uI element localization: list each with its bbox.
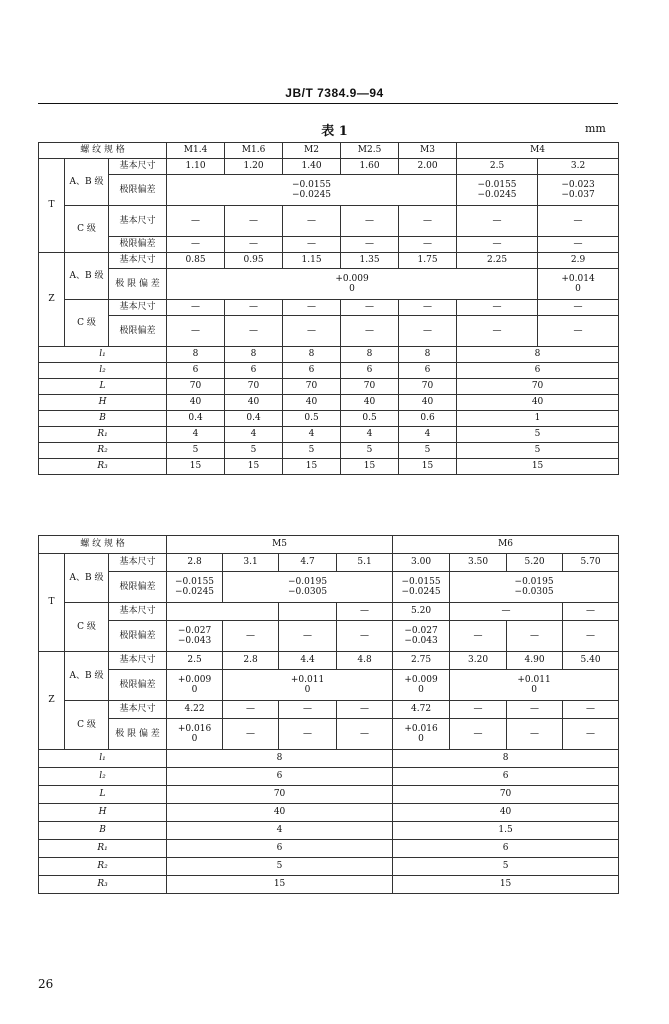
limit-upper: −0.0195	[288, 576, 328, 587]
value-cell: —	[399, 206, 457, 237]
dimension-table-2	[38, 535, 619, 894]
limit-upper: −0.0155	[401, 576, 441, 587]
value-cell: —	[538, 206, 619, 237]
value-cell: —	[538, 300, 619, 316]
value-cell: 5.1	[337, 554, 393, 572]
H-label: H	[39, 804, 167, 822]
value-cell: —	[341, 316, 399, 347]
value-cell: 0.4	[167, 411, 225, 427]
value-cell: 3.2	[538, 159, 619, 175]
spec-row	[39, 143, 619, 159]
B-row	[39, 411, 619, 427]
value-cell: —	[341, 206, 399, 237]
value-cell: 4	[167, 427, 225, 443]
value-cell: 0.85	[167, 253, 225, 269]
c-grade-label: C 级	[65, 603, 109, 652]
value-cell: 4	[399, 427, 457, 443]
value-cell: 40	[225, 395, 283, 411]
limit-upper: −0.027	[177, 625, 212, 636]
spec-cell: M5	[167, 536, 393, 554]
limit-upper: −0.023	[561, 179, 595, 190]
L-label: L	[39, 379, 167, 395]
R1-row	[39, 840, 619, 858]
value-cell: —	[225, 206, 283, 237]
value-cell: 5	[393, 858, 619, 876]
value-cell: —	[457, 300, 538, 316]
value-cell: 4.22	[167, 701, 223, 719]
R2-row	[39, 858, 619, 876]
limit-dev-label: 极限偏差	[109, 175, 167, 206]
limit-lower: −0.0245	[292, 190, 332, 200]
value-cell: —	[341, 300, 399, 316]
limit-lower: 0	[191, 734, 198, 744]
value-cell: 6	[167, 768, 393, 786]
limit-lower: −0.0305	[514, 587, 554, 597]
limit-value-cell	[167, 719, 223, 750]
value-cell: 40	[341, 395, 399, 411]
value-cell: —	[167, 316, 225, 347]
value-cell: 5	[225, 443, 283, 459]
value-cell: 4.8	[337, 652, 393, 670]
t-label: T	[39, 159, 65, 253]
z-ab-basic-row	[39, 652, 619, 670]
value-cell: —	[538, 237, 619, 253]
z-ab-basic-row	[39, 253, 619, 269]
value-cell: 5	[457, 427, 619, 443]
L-label: L	[39, 786, 167, 804]
value-cell: 8	[393, 750, 619, 768]
z-label: Z	[39, 253, 65, 347]
limit-lower: 0	[418, 734, 424, 744]
R2-row	[39, 443, 619, 459]
value-cell: 5.20	[507, 554, 563, 572]
value-cell	[279, 603, 337, 621]
value-cell: —	[283, 300, 341, 316]
limit-dev-label: 极限偏差	[109, 316, 167, 347]
value-cell: 4.72	[393, 701, 450, 719]
value-cell: 2.8	[223, 652, 279, 670]
value-cell: —	[563, 603, 619, 621]
value-cell: 70	[283, 379, 341, 395]
limit-lower: −0.0245	[401, 587, 441, 597]
t-c-basic-row	[39, 603, 619, 621]
t-c-basic-row	[39, 206, 619, 237]
value-cell: —	[457, 206, 538, 237]
value-cell: —	[337, 719, 393, 750]
value-cell: —	[337, 621, 393, 652]
R1-label: R₁	[39, 840, 167, 858]
value-cell: —	[337, 603, 393, 621]
limit-dev-label: 极 限 偏 差	[109, 719, 167, 750]
value-cell: 5.70	[563, 554, 619, 572]
R2-label: R₂	[39, 443, 167, 459]
value-cell: —	[399, 316, 457, 347]
limit-value-cell	[538, 175, 619, 206]
limit-value-cell	[393, 670, 450, 701]
limit-dev-label: 极限偏差	[109, 237, 167, 253]
limit-value-cell	[538, 269, 619, 300]
L-row	[39, 786, 619, 804]
l2-row	[39, 363, 619, 379]
value-cell: —	[457, 316, 538, 347]
H-row	[39, 395, 619, 411]
value-cell: 2.9	[538, 253, 619, 269]
value-cell: —	[283, 316, 341, 347]
page-number: 26	[38, 977, 54, 991]
limit-dev-label: 极 限 偏 差	[109, 269, 167, 300]
value-cell: 2.8	[167, 554, 223, 572]
spec-cell: M1.4	[167, 143, 225, 159]
c-grade-label: C 级	[65, 300, 109, 347]
value-cell: 0.5	[341, 411, 399, 427]
value-cell: 4.4	[279, 652, 337, 670]
limit-upper: +0.016	[177, 723, 212, 734]
value-cell: 8	[167, 347, 225, 363]
thread-spec-label: 螺 纹 规 格	[39, 536, 167, 554]
value-cell: 40	[399, 395, 457, 411]
spec-cell: M4	[457, 143, 619, 159]
value-cell: —	[507, 621, 563, 652]
value-cell: 15	[393, 876, 619, 894]
limit-upper: −0.027	[404, 625, 438, 636]
value-cell: 1	[457, 411, 619, 427]
R3-label: R₃	[39, 876, 167, 894]
l1-label: l₁	[39, 347, 167, 363]
t-ab-limit-row	[39, 572, 619, 603]
t-c-limit-row	[39, 621, 619, 652]
value-cell: 4.7	[279, 554, 337, 572]
limit-lower: 0	[304, 685, 311, 695]
l2-label: l₂	[39, 768, 167, 786]
value-cell: 4.90	[507, 652, 563, 670]
value-cell	[167, 603, 279, 621]
value-cell: 2.5	[167, 652, 223, 670]
value-cell: 70	[399, 379, 457, 395]
limit-upper: −0.0195	[514, 576, 554, 587]
value-cell: 6	[399, 363, 457, 379]
value-cell: —	[283, 237, 341, 253]
value-cell: 8	[399, 347, 457, 363]
value-cell: 1.60	[341, 159, 399, 175]
z-c-limit-row	[39, 719, 619, 750]
value-cell: —	[450, 719, 507, 750]
value-cell: 6	[393, 768, 619, 786]
value-cell: 15	[341, 459, 399, 475]
value-cell: 4	[283, 427, 341, 443]
limit-upper: −0.0155	[477, 179, 517, 190]
value-cell: 0.4	[225, 411, 283, 427]
limit-value-cell	[167, 670, 223, 701]
l1-label: l₁	[39, 750, 167, 768]
value-cell: —	[337, 701, 393, 719]
value-cell: —	[538, 316, 619, 347]
limit-lower: 0	[575, 284, 581, 294]
H-label: H	[39, 395, 167, 411]
spec-cell: M1.6	[225, 143, 283, 159]
value-cell: 6	[167, 840, 393, 858]
c-grade-label: C 级	[65, 206, 109, 253]
R1-row	[39, 427, 619, 443]
value-cell: 6	[457, 363, 619, 379]
limit-lower: −0.037	[561, 190, 595, 200]
ab-grade-label: A、B 级	[65, 159, 109, 206]
limit-lower: −0.043	[404, 636, 438, 646]
t-c-limit-row	[39, 237, 619, 253]
L-row	[39, 379, 619, 395]
ab-grade-label: A、B 级	[65, 652, 109, 701]
value-cell: 15	[167, 459, 225, 475]
value-cell: —	[167, 300, 225, 316]
limit-upper: +0.011	[290, 674, 325, 685]
z-label: Z	[39, 652, 65, 750]
B-label: B	[39, 411, 167, 427]
B-label: B	[39, 822, 167, 840]
value-cell: —	[225, 316, 283, 347]
limit-upper: +0.009	[335, 273, 369, 284]
spec-cell: M3	[399, 143, 457, 159]
value-cell: —	[507, 719, 563, 750]
value-cell: —	[507, 701, 563, 719]
value-cell: 8	[341, 347, 399, 363]
R3-label: R₃	[39, 459, 167, 475]
value-cell: 15	[283, 459, 341, 475]
t-ab-basic-row	[39, 159, 619, 175]
R3-row	[39, 459, 619, 475]
value-cell: 8	[167, 750, 393, 768]
basic-size-label: 基本尺寸	[109, 701, 167, 719]
value-cell: 1.20	[225, 159, 283, 175]
limit-lower: −0.043	[177, 636, 212, 646]
limit-value-cell	[167, 175, 457, 206]
spec-row	[39, 536, 619, 554]
limit-value-cell	[223, 670, 393, 701]
limit-value-cell	[393, 621, 450, 652]
z-c-basic-row	[39, 300, 619, 316]
basic-size-label: 基本尺寸	[109, 300, 167, 316]
value-cell: —	[563, 719, 619, 750]
limit-upper: +0.011	[517, 674, 551, 685]
R1-label: R₁	[39, 427, 167, 443]
limit-dev-label: 极限偏差	[109, 621, 167, 652]
value-cell: 2.00	[399, 159, 457, 175]
t-label: T	[39, 554, 65, 652]
value-cell: 3.50	[450, 554, 507, 572]
value-cell: —	[341, 237, 399, 253]
value-cell: 70	[167, 379, 225, 395]
value-cell: —	[563, 621, 619, 652]
value-cell: 40	[167, 395, 225, 411]
value-cell: 40	[167, 804, 393, 822]
value-cell: 2.75	[393, 652, 450, 670]
value-cell: 5	[167, 858, 393, 876]
value-cell: 8	[225, 347, 283, 363]
value-cell: —	[225, 237, 283, 253]
value-cell: 1.5	[393, 822, 619, 840]
value-cell: 0.5	[283, 411, 341, 427]
limit-value-cell	[167, 572, 223, 603]
value-cell: 5	[341, 443, 399, 459]
value-cell: 3.1	[223, 554, 279, 572]
value-cell: 1.35	[341, 253, 399, 269]
value-cell: 70	[393, 786, 619, 804]
value-cell: 70	[341, 379, 399, 395]
standard-number-header: JB/T 7384.9—94	[285, 86, 384, 100]
value-cell: —	[225, 300, 283, 316]
value-cell: 40	[283, 395, 341, 411]
limit-lower: 0	[418, 685, 424, 695]
l1-row	[39, 750, 619, 768]
z-ab-limit-row	[39, 670, 619, 701]
value-cell: 1.15	[283, 253, 341, 269]
value-cell: 5	[283, 443, 341, 459]
limit-upper: +0.009	[404, 674, 438, 685]
limit-value-cell	[223, 572, 393, 603]
limit-value-cell	[167, 269, 538, 300]
B-row	[39, 822, 619, 840]
value-cell: 70	[167, 786, 393, 804]
limit-upper: +0.014	[561, 273, 595, 284]
limit-dev-label: 极限偏差	[109, 572, 167, 603]
value-cell: 4	[167, 822, 393, 840]
limit-value-cell	[450, 670, 619, 701]
value-cell: —	[223, 701, 279, 719]
value-cell: 2.25	[457, 253, 538, 269]
value-cell: 6	[283, 363, 341, 379]
value-cell: 6	[225, 363, 283, 379]
value-cell: 15	[167, 876, 393, 894]
t-ab-limit-row	[39, 175, 619, 206]
value-cell: 1.75	[399, 253, 457, 269]
spec-cell: M2.5	[341, 143, 399, 159]
value-cell: 5	[399, 443, 457, 459]
value-cell: 70	[225, 379, 283, 395]
limit-lower: 0	[349, 284, 355, 294]
value-cell: 40	[393, 804, 619, 822]
z-c-basic-row	[39, 701, 619, 719]
table-caption: 表 1	[321, 124, 348, 139]
ab-grade-label: A、B 级	[65, 253, 109, 300]
limit-lower: −0.0305	[288, 587, 328, 597]
value-cell: —	[450, 701, 507, 719]
basic-size-label: 基本尺寸	[109, 554, 167, 572]
value-cell: 8	[457, 347, 619, 363]
limit-upper: +0.009	[177, 674, 212, 685]
value-cell: 6	[393, 840, 619, 858]
value-cell: 0.95	[225, 253, 283, 269]
value-cell: —	[563, 701, 619, 719]
dimension-table-1	[38, 142, 619, 475]
R2-label: R₂	[39, 858, 167, 876]
value-cell: 4	[225, 427, 283, 443]
basic-size-label: 基本尺寸	[109, 253, 167, 269]
limit-lower: 0	[191, 685, 198, 695]
limit-value-cell	[457, 175, 538, 206]
limit-lower: −0.0245	[175, 587, 215, 597]
value-cell: —	[223, 719, 279, 750]
value-cell: 5.20	[393, 603, 450, 621]
value-cell: 6	[341, 363, 399, 379]
limit-value-cell	[167, 621, 223, 652]
spec-cell: M6	[393, 536, 619, 554]
value-cell: 4	[341, 427, 399, 443]
value-cell: —	[279, 621, 337, 652]
value-cell: 6	[167, 363, 225, 379]
basic-size-label: 基本尺寸	[109, 603, 167, 621]
value-cell: —	[283, 206, 341, 237]
value-cell: 5.40	[563, 652, 619, 670]
basic-size-label: 基本尺寸	[109, 159, 167, 175]
value-cell: —	[279, 719, 337, 750]
c-grade-label: C 级	[65, 701, 109, 750]
value-cell: 15	[399, 459, 457, 475]
H-row	[39, 804, 619, 822]
limit-lower: −0.0245	[477, 190, 517, 200]
header-rule	[38, 103, 618, 104]
limit-upper: +0.016	[404, 723, 438, 734]
limit-upper: −0.0155	[292, 179, 332, 190]
l1-row	[39, 347, 619, 363]
value-cell: 0.6	[399, 411, 457, 427]
ab-grade-label: A、B 级	[65, 554, 109, 603]
value-cell: 1.40	[283, 159, 341, 175]
t-ab-basic-row	[39, 554, 619, 572]
z-ab-limit-row	[39, 269, 619, 300]
value-cell: —	[167, 237, 225, 253]
limit-upper: −0.0155	[175, 576, 215, 587]
value-cell: 15	[225, 459, 283, 475]
basic-size-label: 基本尺寸	[109, 206, 167, 237]
basic-size-label: 基本尺寸	[109, 652, 167, 670]
value-cell: —	[167, 206, 225, 237]
limit-value-cell	[393, 572, 450, 603]
value-cell: —	[450, 621, 507, 652]
l2-label: l₂	[39, 363, 167, 379]
value-cell: —	[279, 701, 337, 719]
value-cell: —	[450, 603, 563, 621]
value-cell: —	[399, 300, 457, 316]
value-cell: 40	[457, 395, 619, 411]
value-cell: —	[223, 621, 279, 652]
value-cell: 70	[457, 379, 619, 395]
value-cell: 1.10	[167, 159, 225, 175]
value-cell: 3.20	[450, 652, 507, 670]
thread-spec-label: 螺 纹 规 格	[39, 143, 167, 159]
value-cell: —	[399, 237, 457, 253]
value-cell: 3.00	[393, 554, 450, 572]
value-cell: 15	[457, 459, 619, 475]
R3-row	[39, 876, 619, 894]
value-cell: 8	[283, 347, 341, 363]
limit-dev-label: 极限偏差	[109, 670, 167, 701]
z-c-limit-row	[39, 316, 619, 347]
value-cell: —	[457, 237, 538, 253]
value-cell: 2.5	[457, 159, 538, 175]
limit-lower: 0	[531, 685, 537, 695]
l2-row	[39, 768, 619, 786]
value-cell: 5	[167, 443, 225, 459]
unit-label: mm	[585, 122, 606, 135]
limit-value-cell	[393, 719, 450, 750]
value-cell: 5	[457, 443, 619, 459]
limit-value-cell	[450, 572, 619, 603]
spec-cell: M2	[283, 143, 341, 159]
